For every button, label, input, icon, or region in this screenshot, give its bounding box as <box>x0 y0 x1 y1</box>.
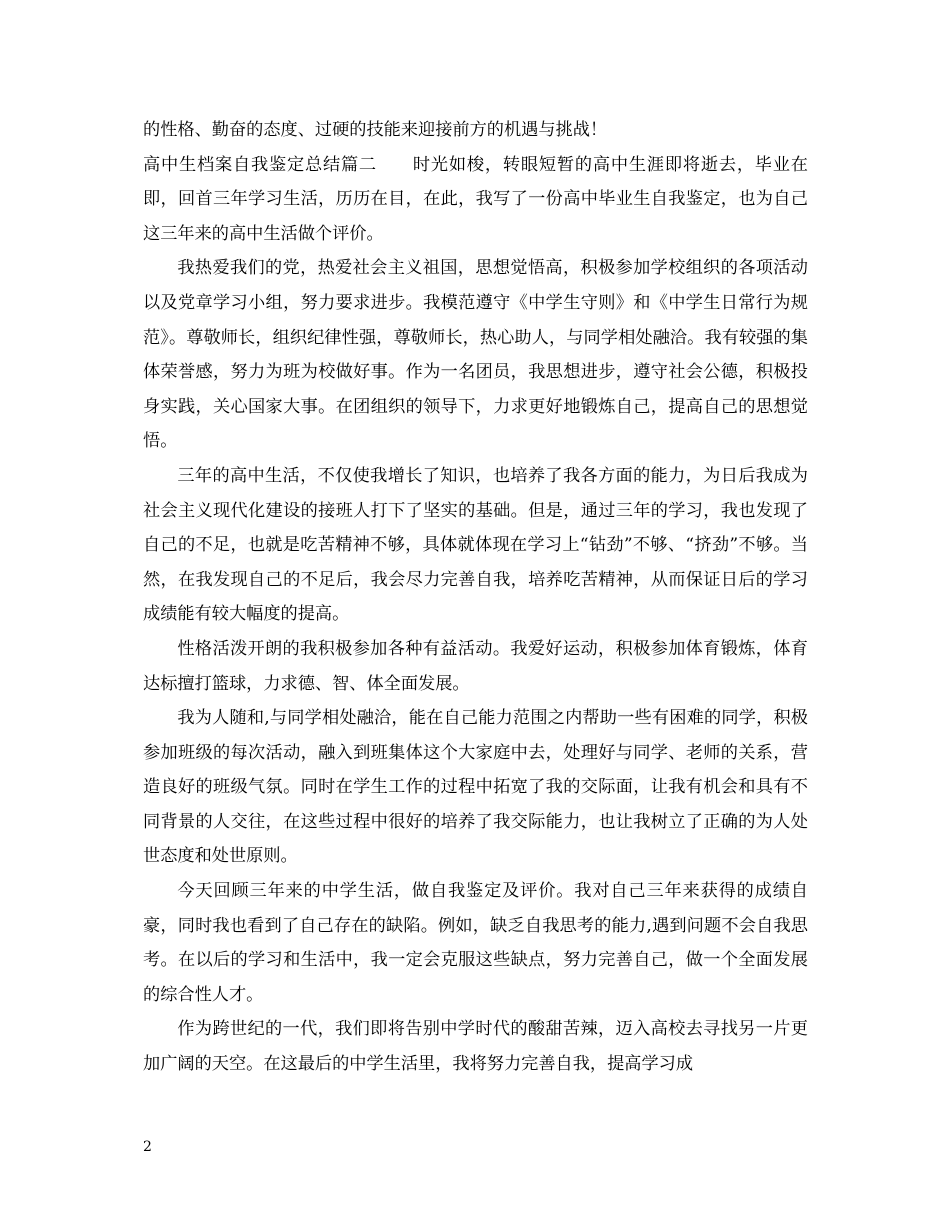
paragraph-7: 今天回顾三年来的中学生活，做自我鉴定及评价。我对自己三年来获得的成绩自豪，同时我也看到了自己存在的缺陷。例如，缺乏自我思考的能力,遇到问题不会自我思考。在以后的学习和生活中，我一定会克服这些缺点，努力完善自己，做一个全面发展的综合性人才。 <box>143 881 808 1005</box>
paragraph-4: 三年的高中生活，不仅使我增长了知识，也培养了我各方面的能力，为日后我成为社会主义现代化建设的接班人打下了坚实的基础。但是，通过三年的学习，我也发现了自己的不足，也就是吃苦精神不够，具体就体现在学习上“钻劲”不够、“挤劲”不够。当然，在我发现自己的不足后，我会尽力完善自我，培养吃苦精神，从而保证日后的学习成绩能有较大幅度的提高。 <box>143 465 808 625</box>
document-body <box>143 113 808 1082</box>
page-number: 2 <box>143 1139 152 1155</box>
paragraph-1: 的性格、勤奋的态度、过硬的技能来迎接前方的机遇与挑战！ <box>143 120 608 140</box>
paragraph-5: 性格活泼开朗的我积极参加各种有益活动。我爱好运动，积极参加体育锻炼，体育达标擅打篮球，力求德、智、体全面发展。 <box>143 638 808 694</box>
paragraph-3: 我热爱我们的党，热爱社会主义祖国，思想觉悟高，积极参加学校组织的各项活动以及党章学习小组，努力要求进步。我模范遵守《中学生守则》和《中学生日常行为规范》。尊敬师长，组织纪律性强，尊敬师长，热心助人，与同学相处融洽。我有较强的集体荣誉感，努力为班为校做好事。作为一名团员，我思想进步，遵守社会公德，积极投身实践，关心国家大事。在团组织的领导下，力求更好地锻炼自己，提高自己的思想觉悟。 <box>143 258 808 452</box>
paragraph-8: 作为跨世纪的一代，我们即将告别中学时代的酸甜苦辣，迈入高校去寻找另一片更加广阔的天空。在这最后的中学生活里，我将努力完善自我，提高学习成 <box>143 1019 808 1075</box>
paragraph-6: 我为人随和,与同学相处融洽，能在自己能力范围之内帮助一些有困难的同学，积极参加班级的每次活动，融入到班集体这个大家庭中去，处理好与同学、老师的关系，营造良好的班级气氛。同时在学生工作的过程中拓宽了我的交际面，让我有机会和具有不同背景的人交往，在这些过程中很好的培养了我交际能力，也让我树立了正确的为人处世态度和处世原则。 <box>143 708 808 867</box>
paragraph-2: 高中生档案自我鉴定总结篇二 时光如梭，转眼短暂的高中生涯即将逝去，毕业在即，回首三年学习生活，历历在目，在此，我写了一份高中毕业生自我鉴定，也为自己这三年来的高中生活做个评价。 <box>143 154 808 244</box>
